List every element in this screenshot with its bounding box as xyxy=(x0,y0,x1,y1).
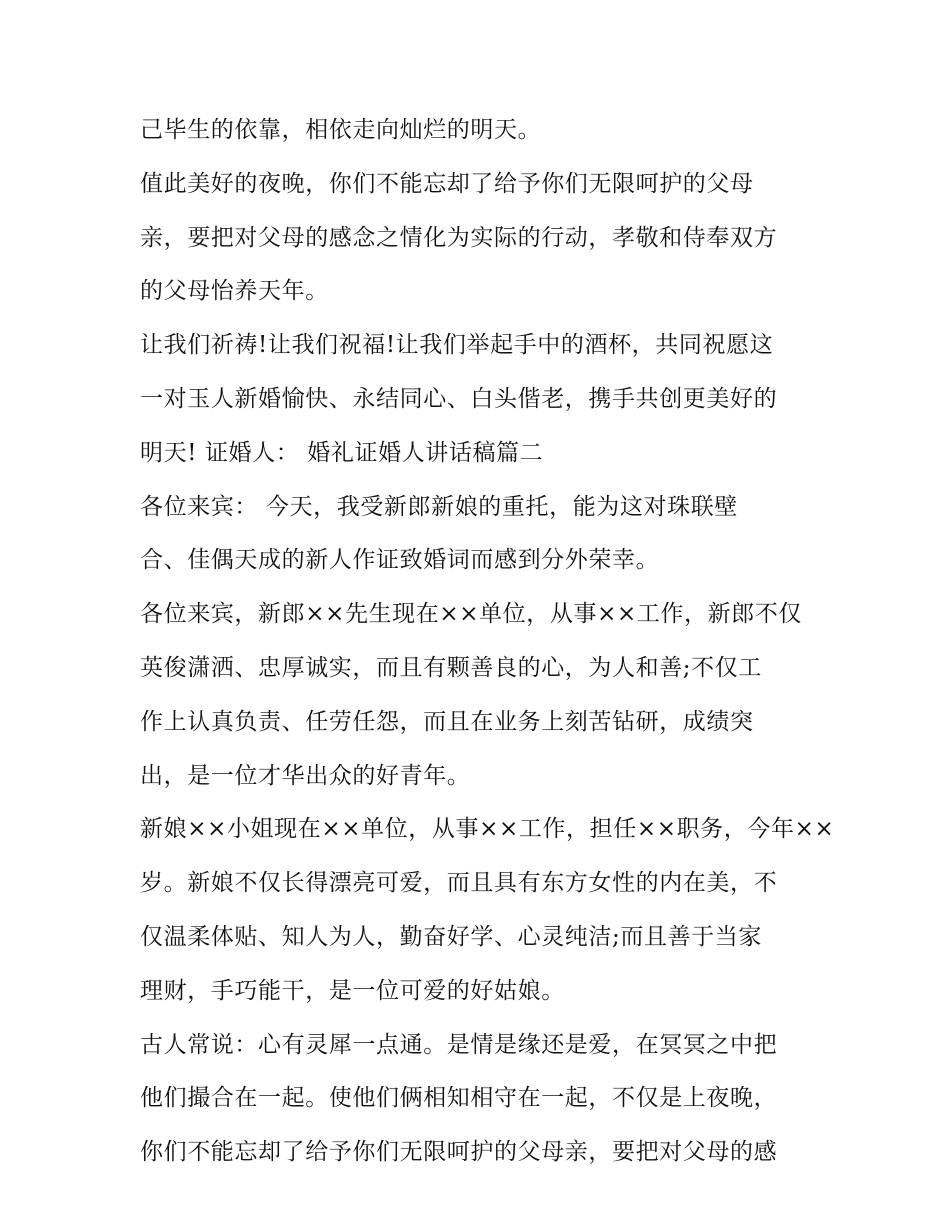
text-line: 英俊潇洒、忠厚诚实，而且有颗善良的心，为人和善;不仅工 xyxy=(140,654,762,681)
text-line: 各位来宾： 今天，我受新郎新娘的重托，能为这对珠联壁 xyxy=(140,493,738,520)
text-line: 一对玉人新婚愉快、永结同心、白头偕老，携手共创更美好的 xyxy=(140,385,778,412)
text-line: 古人常说：心有灵犀一点通。是情是缘还是爱，在冥冥之中把 xyxy=(140,1031,778,1058)
text-line: 新娘××小姐现在××单位，从事××工作，担任××职务，今年×× xyxy=(140,816,835,843)
text-line: 各位来宾，新郎××先生现在××单位，从事××工作，新郎不仅 xyxy=(140,601,803,628)
text-line: 作上认真负责、任劳任怨，而且在业务上刻苦钻研，成绩突 xyxy=(140,708,754,735)
text-line: 合、佳偶天成的新人作证致婚词而感到分外荣幸。 xyxy=(140,547,660,574)
text-line: 让我们祈祷!让我们祝福!让我们举起手中的酒杯，共同祝愿这 xyxy=(140,332,774,359)
text-line: 的父母怡养天年。 xyxy=(140,278,329,305)
text-line: 明天! 证婚人： 婚礼证婚人讲话稿篇二 xyxy=(140,439,544,466)
text-line: 岁。新娘不仅长得漂亮可爱，而且具有东方女性的内在美，不 xyxy=(140,870,778,897)
text-line: 亲，要把对父母的感念之情化为实际的行动，孝敬和侍奉双方 xyxy=(140,224,778,251)
text-line: 你们不能忘却了给予你们无限呵护的父母亲，要把对父母的感 xyxy=(140,1139,778,1166)
text-line: 己毕生的依靠，相依走向灿烂的明天。 xyxy=(140,117,542,143)
document-body xyxy=(140,107,835,1183)
text-line: 值此美好的夜晚，你们不能忘却了给予你们无限呵护的父母 xyxy=(140,170,754,197)
text-line: 仅温柔体贴、知人为人，勤奋好学、心灵纯洁;而且善于当家 xyxy=(140,923,762,950)
text-line: 出，是一位才华出众的好青年。 xyxy=(140,762,471,789)
text-line: 他们撮合在一起。使他们俩相知相守在一起，不仅是上夜晚， xyxy=(140,1085,778,1112)
text-line: 理财，手巧能干，是一位可爱的好姑娘。 xyxy=(140,977,565,1004)
